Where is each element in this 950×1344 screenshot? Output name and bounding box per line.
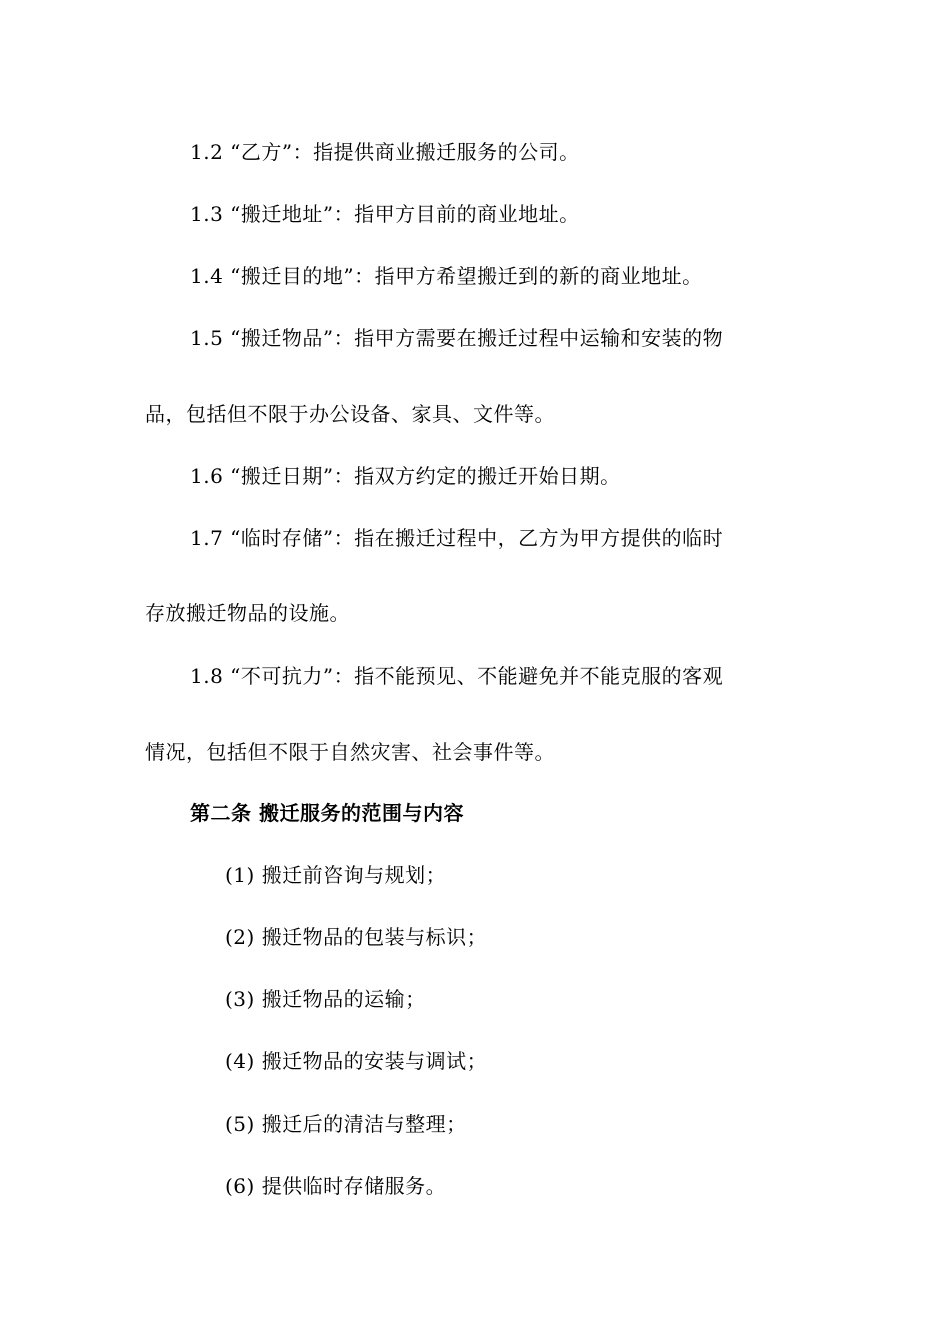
service-item-4: (4) 搬迁物品的安装与调试；: [225, 1049, 488, 1073]
definition-1-8-line2: 情况，包括但不限于自然灾害、社会事件等。: [145, 740, 555, 764]
definition-1-2: 1.2 “乙方”：指提供商业搬迁服务的公司。: [190, 140, 580, 164]
service-item-1: (1) 搬迁前咨询与规划；: [225, 863, 447, 887]
definition-1-8-line1: 1.8 “不可抗力”：指不能预见、不能避免并不能克服的客观: [190, 664, 724, 688]
article-2-heading: 第二条 搬迁服务的范围与内容: [190, 801, 464, 825]
definition-1-5-line1: 1.5 “搬迁物品”：指甲方需要在搬迁过程中运输和安装的物: [190, 326, 724, 350]
definition-1-6: 1.6 “搬迁日期”：指双方约定的搬迁开始日期。: [190, 464, 621, 488]
service-item-6: (6) 提供临时存储服务。: [225, 1174, 447, 1198]
definition-1-7-line1: 1.7 “临时存储”：指在搬迁过程中，乙方为甲方提供的临时: [190, 526, 724, 550]
definition-1-7-line2: 存放搬迁物品的设施。: [145, 601, 350, 625]
definition-1-3: 1.3 “搬迁地址”：指甲方目前的商业地址。: [190, 202, 580, 226]
service-item-2: (2) 搬迁物品的包装与标识；: [225, 925, 488, 949]
definition-1-5-line2: 品，包括但不限于办公设备、家具、文件等。: [145, 402, 555, 426]
service-item-3: (3) 搬迁物品的运输；: [225, 987, 426, 1011]
service-item-5: (5) 搬迁后的清洁与整理；: [225, 1112, 467, 1136]
definition-1-4: 1.4 “搬迁目的地”：指甲方希望搬迁到的新的商业地址。: [190, 264, 703, 288]
